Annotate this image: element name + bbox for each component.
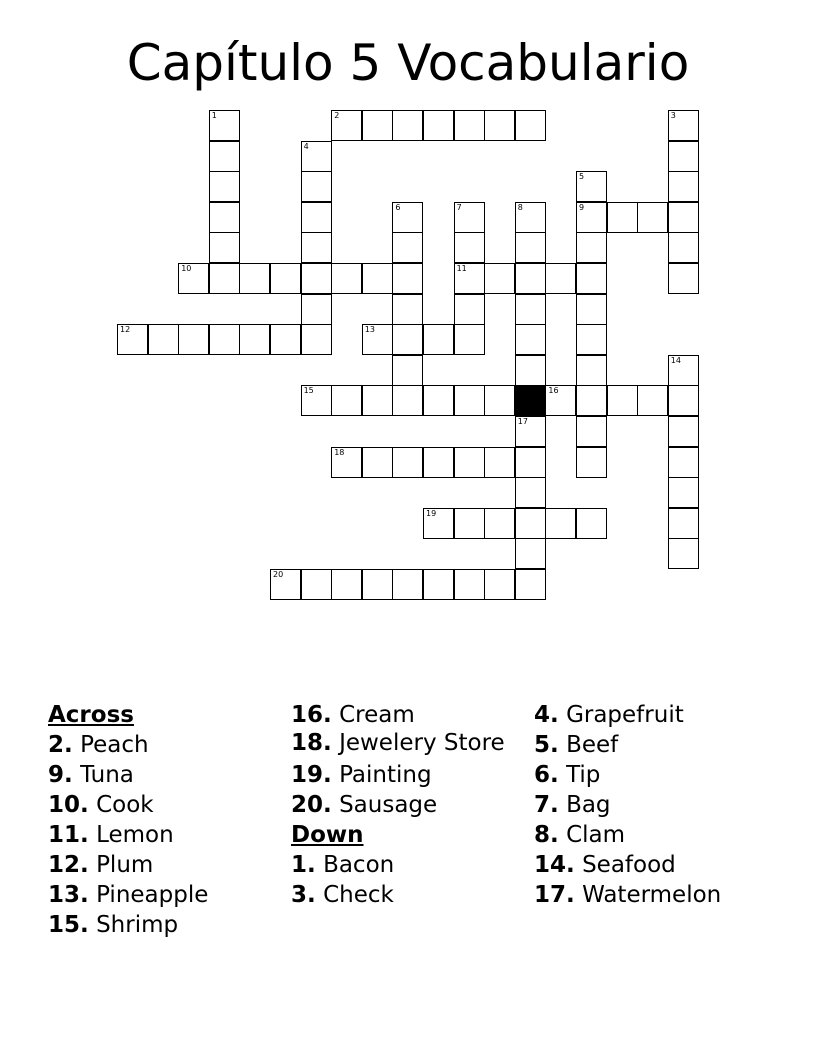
- clue-text: Bacon: [323, 852, 395, 878]
- clue-down-1[interactable]: [291, 850, 516, 880]
- grid-cell[interactable]: [545, 263, 576, 294]
- clue-text: Grapefruit: [566, 702, 684, 728]
- clue-text: Check: [323, 882, 394, 908]
- clue-number: 4.: [534, 702, 559, 728]
- grid-cell[interactable]: [545, 385, 576, 416]
- clue-text: Clam: [566, 822, 626, 848]
- grid-cell[interactable]: [576, 355, 607, 386]
- clue-number: 1.: [291, 852, 316, 878]
- clue-number-label: 7: [456, 202, 462, 212]
- grid-cell[interactable]: [668, 110, 699, 141]
- grid-cell[interactable]: [484, 447, 515, 478]
- grid-cell[interactable]: [454, 263, 485, 294]
- grid-cell[interactable]: [454, 569, 485, 600]
- grid-cell[interactable]: [301, 324, 332, 355]
- clue-down-6[interactable]: [534, 760, 794, 790]
- grid-cell[interactable]: [301, 232, 332, 263]
- clue-across-18[interactable]: [291, 730, 516, 756]
- puzzle-title: Capítulo 5 Vocabulario: [126, 34, 690, 92]
- grid-cell[interactable]: [515, 569, 546, 600]
- grid-cell[interactable]: [668, 538, 699, 569]
- clue-number: 16.: [291, 702, 332, 728]
- clue-across-10[interactable]: [48, 790, 273, 820]
- grid-cell[interactable]: [331, 110, 362, 141]
- grid-cell[interactable]: [668, 447, 699, 478]
- grid-cell[interactable]: [209, 141, 240, 172]
- grid-cell[interactable]: [454, 385, 485, 416]
- grid-cell[interactable]: [178, 263, 209, 294]
- grid-cell[interactable]: [392, 263, 423, 294]
- clue-number: 3.: [291, 882, 316, 908]
- clue-text: Watermelon: [582, 882, 722, 908]
- clue-number: 17.: [534, 882, 575, 908]
- clue-across-11[interactable]: [48, 820, 273, 850]
- clue-number-label: 4: [303, 141, 309, 151]
- grid-cell[interactable]: [668, 232, 699, 263]
- grid-cell[interactable]: [515, 416, 546, 447]
- grid-cell[interactable]: [454, 447, 485, 478]
- grid-cell[interactable]: [362, 447, 393, 478]
- clue-down-8[interactable]: [534, 820, 794, 850]
- clue-across-12[interactable]: [48, 850, 273, 880]
- grid-cell[interactable]: [454, 324, 485, 355]
- clue-number: 20.: [291, 792, 332, 818]
- grid-cell[interactable]: [362, 569, 393, 600]
- clue-down-17[interactable]: [534, 880, 794, 910]
- clue-number: 9.: [48, 762, 73, 788]
- clue-column-1: [48, 700, 273, 940]
- clue-down-3[interactable]: [291, 880, 516, 910]
- grid-cell[interactable]: [515, 538, 546, 569]
- clue-text: Plum: [96, 852, 154, 878]
- grid-cell[interactable]: [668, 508, 699, 539]
- grid-cell[interactable]: [392, 447, 423, 478]
- grid-cell[interactable]: [668, 202, 699, 233]
- clue-number-label: 8: [517, 202, 523, 212]
- down-heading: Down: [291, 822, 364, 848]
- grid-cell[interactable]: [301, 202, 332, 233]
- clue-number-label: 10: [181, 264, 192, 273]
- grid-cell[interactable]: [301, 263, 332, 294]
- grid-cell[interactable]: [362, 263, 393, 294]
- clue-down-7[interactable]: [534, 790, 794, 820]
- clue-text: Jewelery Store: [339, 730, 505, 756]
- clue-text: Peach: [80, 732, 149, 758]
- grid-cell[interactable]: [637, 202, 668, 233]
- grid-cell[interactable]: [454, 232, 485, 263]
- clue-number: 13.: [48, 882, 89, 908]
- clue-column-2: [291, 700, 516, 910]
- grid-cell[interactable]: [331, 263, 362, 294]
- grid-cell[interactable]: [301, 569, 332, 600]
- grid-cell[interactable]: [484, 110, 515, 141]
- clue-number-label: 3: [670, 111, 676, 120]
- clue-across-20[interactable]: [291, 790, 516, 820]
- grid-cell[interactable]: [668, 385, 699, 416]
- grid-cell[interactable]: [362, 385, 393, 416]
- clue-text: Tuna: [80, 762, 134, 788]
- grid-cell[interactable]: [545, 508, 576, 539]
- grid-cell[interactable]: [392, 294, 423, 325]
- grid-cell[interactable]: [515, 110, 546, 141]
- grid-cell[interactable]: [178, 324, 209, 355]
- clue-number-label: 18: [334, 447, 345, 457]
- clue-text: Beef: [566, 732, 619, 758]
- grid-cell[interactable]: [209, 232, 240, 263]
- clue-across-19[interactable]: [291, 760, 516, 790]
- clue-text: Seafood: [582, 852, 676, 878]
- clue-across-9[interactable]: [48, 760, 273, 790]
- grid-cell[interactable]: [576, 232, 607, 263]
- grid-cell[interactable]: [515, 202, 546, 233]
- clue-down-4[interactable]: [534, 700, 794, 730]
- clue-number-label: 11: [456, 264, 467, 273]
- grid-cell[interactable]: [576, 171, 607, 202]
- grid-cell[interactable]: [515, 263, 546, 294]
- clue-number: 7.: [534, 792, 559, 818]
- grid-cell[interactable]: [454, 508, 485, 539]
- clue-number-label: 5: [579, 172, 585, 182]
- grid-cell[interactable]: [484, 508, 515, 539]
- clue-down-14[interactable]: [534, 850, 794, 880]
- grid-cell[interactable]: [515, 447, 546, 478]
- grid-cell[interactable]: [209, 263, 240, 294]
- grid-cell[interactable]: [301, 385, 332, 416]
- black-square: [515, 385, 546, 416]
- across-heading: Across: [48, 702, 134, 728]
- grid-cell[interactable]: [209, 202, 240, 233]
- clue-down-5[interactable]: [534, 730, 794, 760]
- grid-cell[interactable]: [423, 447, 454, 478]
- grid-cell[interactable]: [515, 508, 546, 539]
- grid-cell[interactable]: [484, 569, 515, 600]
- grid-cell[interactable]: [637, 385, 668, 416]
- grid-cell[interactable]: [515, 232, 546, 263]
- grid-cell[interactable]: [576, 508, 607, 539]
- grid-cell[interactable]: [331, 447, 362, 478]
- grid-cell[interactable]: [607, 202, 638, 233]
- grid-cell[interactable]: [576, 447, 607, 478]
- clue-text: Lemon: [96, 822, 174, 848]
- grid-cell[interactable]: [270, 263, 301, 294]
- clue-across-2[interactable]: [48, 730, 273, 760]
- clue-number-label: 1: [211, 111, 217, 120]
- grid-cell[interactable]: [392, 324, 423, 355]
- grid-cell[interactable]: [454, 110, 485, 141]
- clue-number-label: 15: [303, 386, 314, 396]
- grid-cell[interactable]: [423, 508, 454, 539]
- grid-cell[interactable]: [423, 569, 454, 600]
- grid-cell[interactable]: [392, 232, 423, 263]
- grid-cell[interactable]: [454, 294, 485, 325]
- clue-number: 14.: [534, 852, 575, 878]
- grid-cell[interactable]: [668, 477, 699, 508]
- grid-cell[interactable]: [209, 171, 240, 202]
- grid-cell[interactable]: [423, 110, 454, 141]
- grid-cell[interactable]: [239, 263, 270, 294]
- clue-text: Shrimp: [96, 912, 179, 938]
- clue-number-label: 20: [273, 570, 284, 579]
- grid-cell[interactable]: [392, 202, 423, 233]
- clue-number-label: 6: [395, 202, 401, 212]
- clue-text: Tip: [566, 762, 601, 788]
- grid-cell[interactable]: [576, 202, 607, 233]
- clue-number: 10.: [48, 792, 89, 818]
- grid-cell[interactable]: [362, 324, 393, 355]
- grid-cell[interactable]: [515, 355, 546, 386]
- grid-cell[interactable]: [515, 294, 546, 325]
- grid-cell[interactable]: [484, 385, 515, 416]
- grid-cell[interactable]: [484, 263, 515, 294]
- clue-number: 18.: [291, 730, 332, 756]
- grid-cell[interactable]: [270, 324, 301, 355]
- grid-cell[interactable]: [331, 569, 362, 600]
- clue-number: 19.: [291, 762, 332, 788]
- grid-cell[interactable]: [209, 324, 240, 355]
- clue-column-3: [534, 700, 794, 910]
- grid-cell[interactable]: [454, 202, 485, 233]
- clue-number: 2.: [48, 732, 73, 758]
- grid-cell[interactable]: [362, 110, 393, 141]
- grid-cell[interactable]: [668, 171, 699, 202]
- clue-across-16[interactable]: [291, 700, 516, 730]
- grid-cell[interactable]: [301, 171, 332, 202]
- grid-cell[interactable]: [668, 416, 699, 447]
- clue-number: 6.: [534, 762, 559, 788]
- grid-cell[interactable]: [576, 416, 607, 447]
- clue-number: 11.: [48, 822, 89, 848]
- grid-cell[interactable]: [270, 569, 301, 600]
- grid-cell[interactable]: [301, 141, 332, 172]
- clue-text: Cream: [339, 702, 415, 728]
- clue-number-label: 13: [364, 325, 375, 335]
- clue-number-label: 9: [579, 202, 585, 212]
- grid-cell[interactable]: [148, 324, 179, 355]
- clue-text: Sausage: [339, 792, 438, 818]
- grid-cell[interactable]: [607, 385, 638, 416]
- clue-number: 5.: [534, 732, 559, 758]
- clue-number-label: 2: [334, 111, 340, 120]
- clue-number-label: 17: [517, 417, 528, 426]
- grid-cell[interactable]: [576, 385, 607, 416]
- grid-cell[interactable]: [576, 324, 607, 355]
- clue-number: 8.: [534, 822, 559, 848]
- grid-cell[interactable]: [392, 569, 423, 600]
- grid-cell[interactable]: [423, 324, 454, 355]
- clue-number-label: 14: [670, 355, 681, 365]
- clue-across-13[interactable]: [48, 880, 273, 910]
- clue-text: Cook: [96, 792, 154, 818]
- grid-cell[interactable]: [392, 385, 423, 416]
- clue-number: 15.: [48, 912, 89, 938]
- clue-number-label: 16: [548, 386, 559, 396]
- grid-cell[interactable]: [392, 110, 423, 141]
- clue-number: 12.: [48, 852, 89, 878]
- clue-text: Painting: [339, 762, 432, 788]
- grid-cell[interactable]: [668, 141, 699, 172]
- clue-number-label: 12: [120, 325, 131, 335]
- grid-cell[interactable]: [209, 110, 240, 141]
- grid-cell[interactable]: [576, 263, 607, 294]
- grid-cell[interactable]: [392, 355, 423, 386]
- grid-cell[interactable]: [515, 324, 546, 355]
- grid-cell[interactable]: [668, 355, 699, 386]
- clue-across-15[interactable]: [48, 910, 273, 940]
- grid-cell[interactable]: [668, 263, 699, 294]
- grid-cell[interactable]: [239, 324, 270, 355]
- clue-text: Pineapple: [96, 882, 209, 908]
- grid-cell[interactable]: [301, 294, 332, 325]
- grid-cell[interactable]: [576, 294, 607, 325]
- grid-cell[interactable]: [515, 477, 546, 508]
- grid-cell[interactable]: [331, 385, 362, 416]
- clue-text: Bag: [566, 792, 611, 818]
- grid-cell[interactable]: [117, 324, 148, 355]
- grid-cell[interactable]: [423, 385, 454, 416]
- clue-number-label: 19: [426, 508, 437, 518]
